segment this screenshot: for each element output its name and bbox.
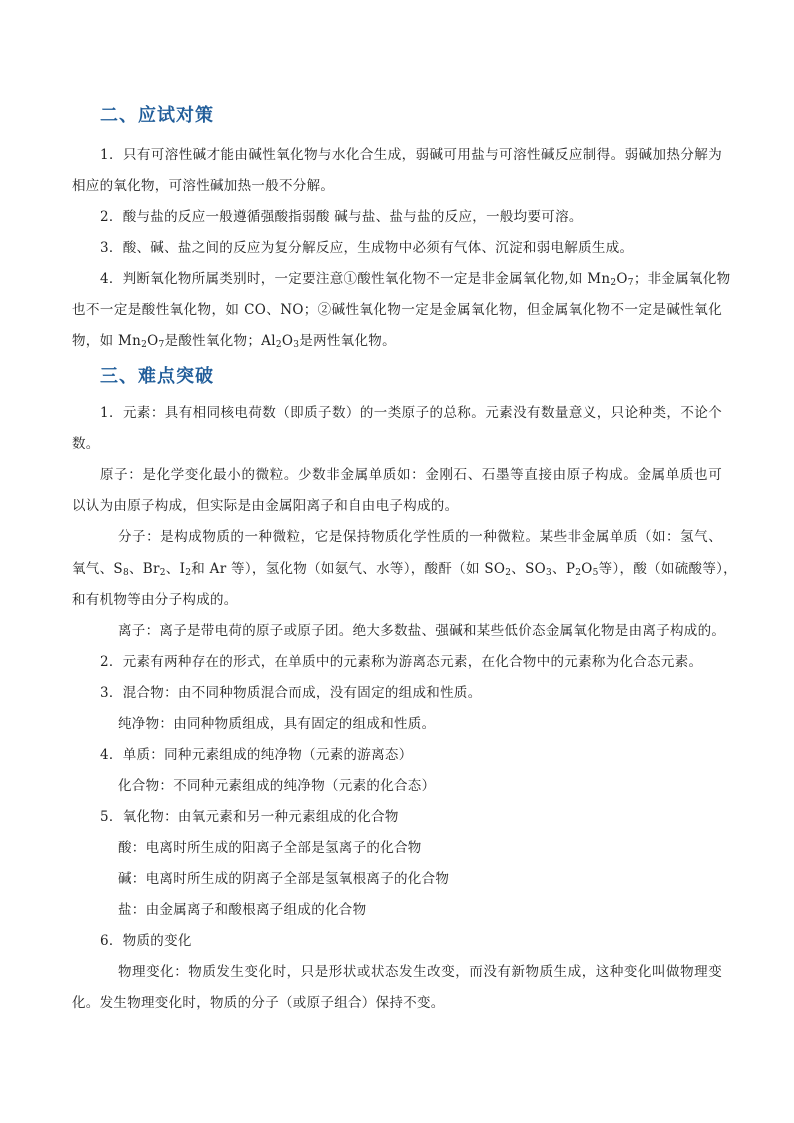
paragraph-line: 化合物：不同种元素组成的纯净物（元素的化合态） (118, 778, 436, 794)
paragraph-line: 化。发生物理变化时，物质的分子（或原子组合）保持不变。 (72, 995, 445, 1011)
paragraph-line: 盐：由金属离子和酸根离子组成的化合物 (118, 902, 367, 918)
paragraph-line: 物理变化：物质发生变化时，只是形状或状态发生改变，而没有新物质生成，这种变化叫做物理变 (118, 964, 722, 980)
paragraph-line: 也不一定是酸性氧化物，如 CO、NO；②碱性氧化物一定是金属氧化物，但金属氧化物不一定是碱性氧化 (72, 302, 722, 318)
paragraph-line: 3．混合物：由不同种物质混合而成，没有固定的组成和性质。 (100, 685, 482, 701)
paragraph-line: 3．酸、碱、盐之间的反应为复分解反应，生成物中必须有气体、沉淀和弱电解质生成。 (100, 240, 634, 256)
paragraph-line: 分子：是构成物质的一种微粒，它是保持物质化学性质的一种微粒。某些非金属单质（如：氢气、 (118, 529, 722, 545)
paragraph-line: 4．判断氧化物所属类别时，一定要注意①酸性氧化物不一定是非金属氧化物,如 $Mn_2O_7$；非金属氧化物 (100, 271, 731, 288)
paragraph-line: 5．氧化物：由氧元素和另一种元素组成的化合物 (100, 809, 399, 825)
paragraph-line: 相应的氧化物，可溶性碱加热一般不分解。 (72, 178, 335, 194)
paragraph-line: 2．酸与盐的反应一般遵循强酸指弱酸 碱与盐、盐与盐的反应，一般均要可溶。 (100, 209, 583, 225)
paragraph-line: 2．元素有两种存在的形式，在单质中的元素称为游离态元素，在化合物中的元素称为化合态元素。 (100, 654, 703, 670)
paragraph-line: 酸：电离时所生成的阳离子全部是氢离子的化合物 (118, 840, 422, 856)
paragraph-line: 以认为由原子构成，但实际是由金属阳离子和自由电子构成的。 (72, 498, 459, 514)
section-heading-difficulties: 三、难点突破 (100, 366, 214, 387)
paragraph-line: 6．物质的变化 (100, 933, 192, 949)
paragraph-line: 碱：电离时所生成的阴离子全部是氢氧根离子的化合物 (118, 871, 450, 887)
paragraph-line: 数。 (72, 436, 100, 452)
section-heading-strategy: 二、应试对策 (100, 105, 214, 126)
paragraph-line: 氧气、$S_8$、$Br_2$、$I_2$和 Ar 等），氢化物（如氨气、水等），酸酐（如 $SO_2$、$SO_3$、$P_2O_5$等），酸（如硫酸等）， (72, 561, 737, 578)
paragraph-line: 和有机物等由分子构成的。 (72, 592, 238, 608)
paragraph-line: 物，如 $Mn_2O_7$是酸性氧化物；$Al_2O_3$是两性氧化物。 (72, 333, 396, 350)
paragraph-line: 离子：离子是带电荷的原子或原子团。绝大多数盐、强碱和某些低价态金属氧化物是由离子构成的。 (118, 623, 726, 639)
paragraph-line: 1．元素：具有相同核电荷数（即质子数）的一类原子的总称。元素没有数量意义，只论种类，不论个 (100, 405, 722, 421)
paragraph-line: 1．只有可溶性碱才能由碱性氧化物与水化合生成，弱碱可用盐与可溶性碱反应制得。弱碱加热分解为 (100, 147, 722, 163)
paragraph-line: 原子：是化学变化最小的微粒。少数非金属单质如：金刚石、石墨等直接由原子构成。金属单质也可 (100, 467, 722, 483)
paragraph-line: 4．单质：同种元素组成的纯净物（元素的游离态） (100, 747, 413, 763)
paragraph-line: 纯净物：由同种物质组成，具有固定的组成和性质。 (118, 716, 436, 732)
